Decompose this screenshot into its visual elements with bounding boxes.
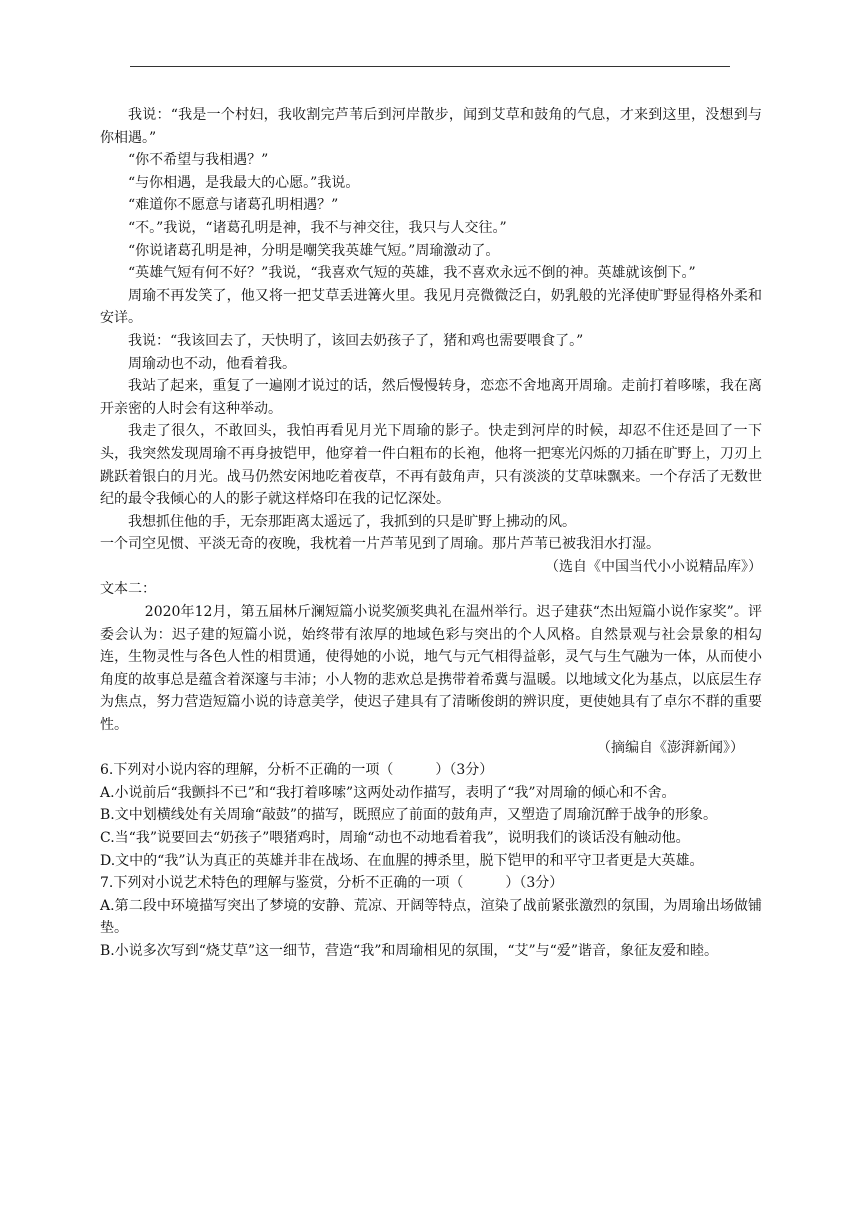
answer-option: D.文中的“我”认为真正的英雄并非在战场、在血腥的搏杀里，脱下铠甲的和平守卫者更是大英雄。 (100, 852, 704, 869)
paragraph: 我站了起来，重复了一遍刚才说过的话，然后慢慢转身，恋恋不舍地离开周瑜。走前打着哆嗦，我在离开亲密的人时会有这种举动。 (100, 378, 762, 417)
paragraph: 我想抓住他的手，无奈那距离太遥远了，我抓到的只是旷野上拂动的风。 (128, 513, 576, 530)
paragraph: 周瑜动也不动，他看着我。 (128, 355, 296, 372)
answer-option: C.当“我”说要回去“奶孩子”喂猪鸡时，周瑜“动也不动地看着我”，说明我们的谈话没有触动他。 (100, 830, 690, 846)
header-rule (130, 66, 730, 67)
question-stem: 7.下列对小说艺术特色的理解与鉴赏，分析不正确的一项（ ）（3分） (100, 875, 564, 892)
answer-option: A.第二段中环境描写突出了梦境的安静、荒凉、开阔等特点，渲染了战前紧张激烈的氛围，为周瑜出场做铺垫。 (100, 897, 762, 937)
paragraph: “不。”我说，“诸葛孔明是神，我不与神交往，我只与人交往。” (128, 219, 507, 236)
paragraph: “难道你不愿意与诸葛孔明相遇？” (128, 197, 339, 214)
paragraph: “你说诸葛孔明是神，分明是嘲笑我英雄气短。”周瑜激动了。 (128, 242, 500, 259)
source-citation: （摘编自《澎湃新闻》） (597, 739, 744, 756)
source-citation: （选自《中国当代小小说精品库》） (545, 558, 762, 575)
section-heading: 文本二： (100, 581, 156, 598)
paragraph: 我说：“我该回去了，天快明了，该回去奶孩子了，猪和鸡也需要喂食了。” (128, 332, 584, 349)
document-body (100, 104, 762, 963)
question-stem: 6.下列对小说内容的理解，分析不正确的一项（ ）（3分） (100, 762, 494, 779)
paragraph: “英雄气短有何不好？”我说，“我喜欢气短的英雄，我不喜欢永远不倒的神。英雄就该倒下。” (128, 265, 696, 282)
paragraph-last-line: 一个司空见惯、平淡无奇的夜晚，我枕着一片芦苇见到了周瑜。那片芦苇已被我泪水打湿。 (100, 536, 660, 553)
paragraph: 我走了很久，不敢回头，我怕再看见月光下周瑜的影子。快走到河岸的时候，却忍不住还是回了一下头，我突然发现周瑜不再身披铠甲，他穿着一件白粗布的长袍，他将一把寒光闪烁的刀插在旷野上，刀刃上跳跃着银白的月光。战马仍然安闲地吃着夜草，不再有鼓角声，只有淡淡的艾草味飘来。一个存活了无数世纪的最令我倾心的人的影子就这样烙印在我的记忆深处。 (100, 423, 762, 508)
paragraph: 周瑜不再发笑了，他又将一把艾草丢进篝火里。我见月亮微微泛白，奶乳般的光泽使旷野显得格外柔和安详。 (100, 287, 762, 327)
answer-option: A.小说前后“我颤抖不已”和“我打着哆嗦”这两处动作描写，表明了“我”对周瑜的倾心和不舍。 (100, 784, 676, 801)
answer-option: B.小说多次写到“烧艾草”这一细节，营造“我”和周瑜相见的氛围，“艾”与“爱”谐音，象征友爱和睦。 (100, 942, 718, 959)
paragraph: “你不希望与我相遇？” (128, 152, 269, 169)
paragraph: 2020年12月，第五届林斤澜短篇小说奖颁奖典礼在温州举行。迟子建获“杰出短篇小说作家奖”。评委会认为：迟子建的短篇小说，始终带有浓厚的地域色彩与突出的个人风格。自然景观与社会景象的相勾连，生物灵性与各色人性的相贯通，使得她的小说，地气与元气相得益彰，灵气与生气融为一体，从而使小角度的故事总是蕴含着深邃与丰沛；小人物的悲欢总是携带着希冀与温暖。以地域文化为基点，以底层生存为焦点，努力营造短篇小说的诗意美学，使迟子建具有了清晰俊朗的辨识度，更使她具有了卓尔不群的重要性。 (100, 604, 762, 734)
paragraph: “与你相遇，是我最大的心愿。”我说。 (128, 174, 360, 191)
paragraph: 我说：“我是一个村妇，我收割完芦苇后到河岸散步，闻到艾草和鼓角的气息，才来到这里，没想到与你相遇。” (100, 107, 762, 146)
answer-option: B.文中划横线处有关周瑜“敲鼓”的描写，既照应了前面的鼓角声，又塑造了周瑜沉醉于战争的形象。 (100, 807, 718, 824)
